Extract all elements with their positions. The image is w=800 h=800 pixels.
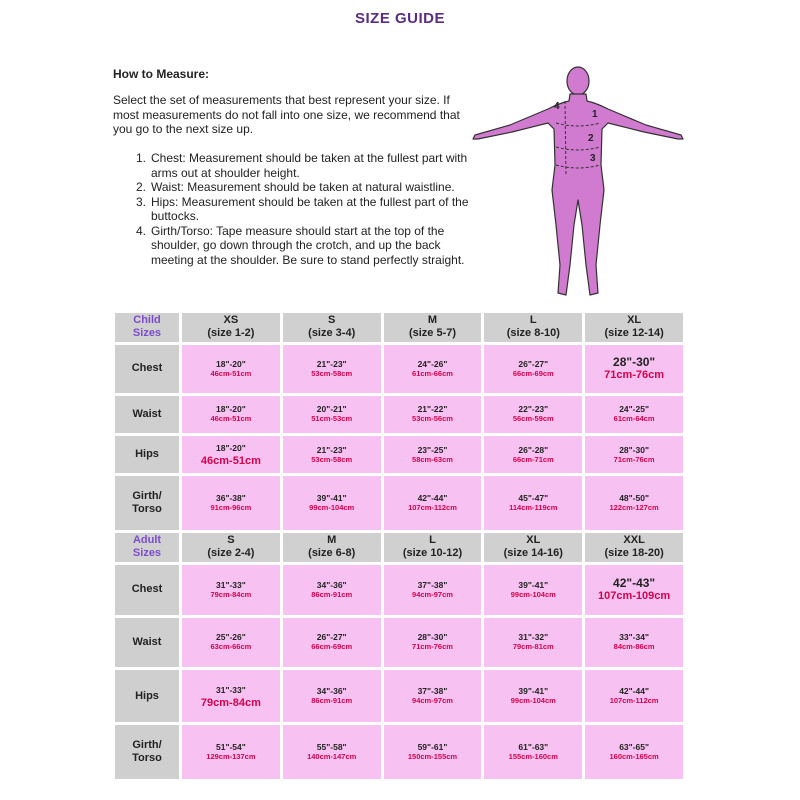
table-row xyxy=(115,618,683,668)
how-to-measure-intro: Select the set of measurements that best represent your size. If most measurements do not fall into one size, we recommend that you go to the next size up. xyxy=(113,93,460,136)
row-label-waist: Waist xyxy=(115,396,179,433)
row-label-waist: Waist xyxy=(115,618,179,668)
size-cell: 24"-25" 61cm-64cm xyxy=(585,396,683,433)
size-cell: 25"-26" 63cm-66cm xyxy=(182,618,280,668)
row-label-girth-torso: Girth/ Torso xyxy=(115,725,179,779)
size-cell: 22"-23" 56cm-59cm xyxy=(484,396,582,433)
size-cell: 42"-44" 107cm-112cm xyxy=(384,476,482,530)
row-label-chest: Chest xyxy=(115,345,179,393)
size-cell: 34"-36" 86cm-91cm xyxy=(283,565,381,615)
row-label-chest: Chest xyxy=(115,565,179,615)
step-chest: 1. Chest: Measurement should be taken at the fullest part with arms out at shoulder height. xyxy=(136,151,468,180)
size-cell: 28"-30" 71cm-76cm xyxy=(585,345,683,393)
figure-label-1: 1 xyxy=(592,109,598,120)
figure-label-4: 4 xyxy=(554,101,560,112)
adult-size-s: S (size 2-4) xyxy=(182,533,280,562)
size-cell: 34"-36" 86cm-91cm xyxy=(283,670,381,722)
adult-size-l: L (size 10-12) xyxy=(384,533,482,562)
size-cell: 31"-33" 79cm-84cm xyxy=(182,670,280,722)
measurement-steps xyxy=(136,151,476,267)
size-cell: 42"-43" 107cm-109cm xyxy=(585,565,683,615)
size-chart-table xyxy=(112,310,686,782)
adult-size-xxl: XXL (size 18-20) xyxy=(585,533,683,562)
figure-label-3: 3 xyxy=(590,153,596,164)
size-cell: 39"-41" 99cm-104cm xyxy=(484,670,582,722)
table-row xyxy=(115,476,683,530)
child-size-xs: XS (size 1-2) xyxy=(182,313,280,342)
size-cell: 31"-33" 79cm-84cm xyxy=(182,565,280,615)
size-cell: 33"-34" 84cm-86cm xyxy=(585,618,683,668)
page-title: SIZE GUIDE xyxy=(354,10,445,27)
size-cell: 39"-41" 99cm-104cm xyxy=(484,565,582,615)
table-row xyxy=(115,565,683,615)
size-cell: 26"-27" 66cm-69cm xyxy=(484,345,582,393)
table-row xyxy=(115,345,683,393)
child-size-l: L (size 8-10) xyxy=(484,313,582,342)
row-label-girth-torso: Girth/ Torso xyxy=(115,476,179,530)
size-cell: 31"-32" 79cm-81cm xyxy=(484,618,582,668)
step-hips: 3. Hips: Measurement should be taken at the fullest part of the buttocks. xyxy=(136,194,469,223)
size-cell: 39"-41" 99cm-104cm xyxy=(283,476,381,530)
adult-size-xl: XL (size 14-16) xyxy=(484,533,582,562)
table-row xyxy=(115,436,683,473)
size-cell: 61"-63" 155cm-160cm xyxy=(484,725,582,779)
table-row xyxy=(115,670,683,722)
size-cell: 37"-38" 94cm-97cm xyxy=(384,565,482,615)
adult-size-m: M (size 6-8) xyxy=(283,533,381,562)
size-cell: 21"-22" 53cm-56cm xyxy=(384,396,482,433)
size-cell: 55"-58" 140cm-147cm xyxy=(283,725,381,779)
size-cell: 37"-38" 94cm-97cm xyxy=(384,670,482,722)
child-size-m: M (size 5-7) xyxy=(384,313,482,342)
how-to-measure-heading: How to Measure: xyxy=(113,67,210,81)
child-size-header-row xyxy=(115,313,683,342)
size-cell: 28"-30" 71cm-76cm xyxy=(585,436,683,473)
size-cell: 42"-44" 107cm-112cm xyxy=(585,670,683,722)
size-cell: 18"-20" 46cm-51cm xyxy=(182,345,280,393)
size-cell: 23"-25" 58cm-63cm xyxy=(384,436,482,473)
size-cell: 26"-28" 66cm-71cm xyxy=(484,436,582,473)
size-cell: 18"-20" 46cm-51cm xyxy=(182,396,280,433)
step-waist: 2. Waist: Measurement should be taken at natural waistline. xyxy=(136,180,455,194)
size-cell: 20"-21" 51cm-53cm xyxy=(283,396,381,433)
size-cell: 24"-26" 61cm-66cm xyxy=(384,345,482,393)
row-label-hips: Hips xyxy=(115,436,179,473)
row-label-hips: Hips xyxy=(115,670,179,722)
size-cell: 48"-50" 122cm-127cm xyxy=(585,476,683,530)
figure-label-2: 2 xyxy=(588,133,594,144)
adult-sizes-label: Adult Sizes xyxy=(115,533,179,562)
size-cell: 21"-23" 53cm-58cm xyxy=(283,345,381,393)
size-cell: 21"-23" 53cm-58cm xyxy=(283,436,381,473)
size-cell: 28"-30" 71cm-76cm xyxy=(384,618,482,668)
size-cell: 45"-47" 114cm-119cm xyxy=(484,476,582,530)
table-row xyxy=(115,725,683,779)
size-cell: 18"-20" 46cm-51cm xyxy=(182,436,280,473)
size-cell: 51"-54" 129cm-137cm xyxy=(182,725,280,779)
child-size-xl: XL (size 12-14) xyxy=(585,313,683,342)
size-cell: 26"-27" 66cm-69cm xyxy=(283,618,381,668)
size-cell: 36"-38" 91cm-96cm xyxy=(182,476,280,530)
adult-size-header-row xyxy=(115,533,683,562)
body-measurement-figure xyxy=(470,65,690,305)
child-size-s: S (size 3-4) xyxy=(283,313,381,342)
step-girth-torso: 4. Girth/Torso: Tape measure should start at the top of the shoulder, go down through the crotch, and up the back meeting at the shoulder. Be sure to stand perfectly straight. xyxy=(136,223,465,267)
table-row xyxy=(115,396,683,433)
size-cell: 59"-61" 150cm-155cm xyxy=(384,725,482,779)
child-sizes-label: Child Sizes xyxy=(115,313,179,342)
size-cell: 63"-65" 160cm-165cm xyxy=(585,725,683,779)
